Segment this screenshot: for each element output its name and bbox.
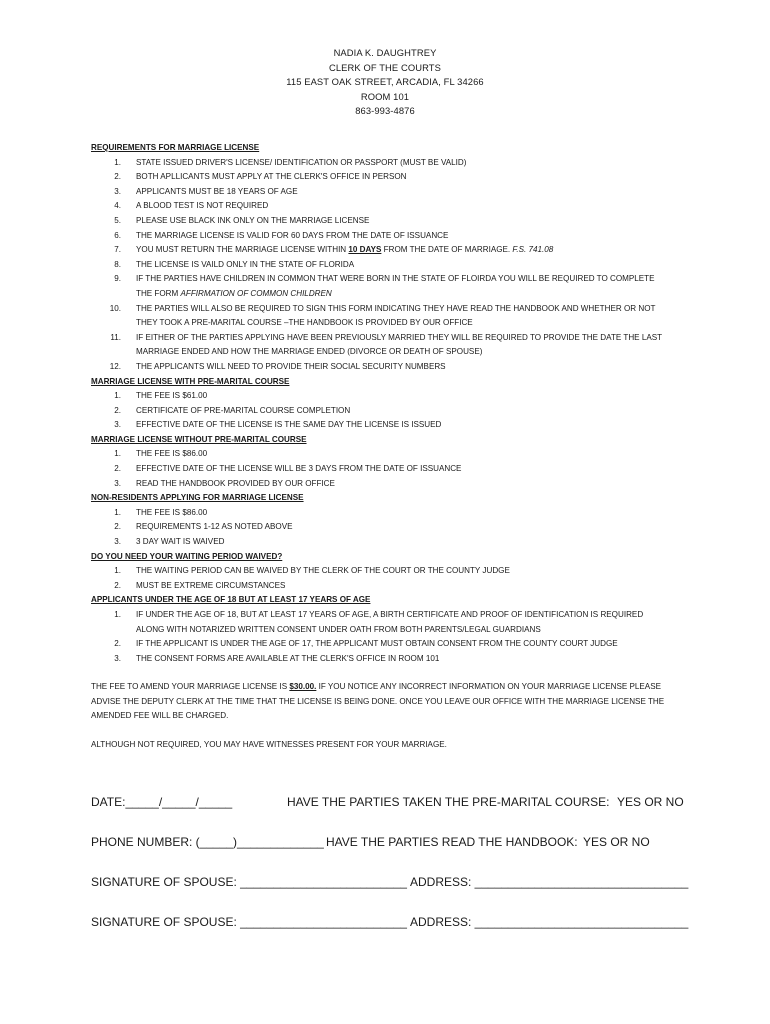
list-item: 2. REQUIREMENTS 1-12 AS NOTED ABOVE — [114, 522, 293, 532]
address-field-1[interactable]: ADDRESS: ________________________________ — [410, 875, 689, 889]
list-item: 1. STATE ISSUED DRIVER'S LICENSE/ IDENTIFICATION OR PASSPORT (MUST BE VALID) — [114, 157, 467, 167]
list-item: 8. THE LICENSE IS VAILD ONLY IN THE STATE OF FLORIDA — [114, 259, 355, 269]
witnesses-paragraph: ALTHOUGH NOT REQUIRED, YOU MAY HAVE WITNESSES PRESENT FOR YOUR MARRIAGE. — [91, 740, 447, 749]
spouse-signature-field-1[interactable]: SIGNATURE OF SPOUSE: _________________________ — [91, 875, 407, 889]
clerk-address: 115 EAST OAK STREET, ARCADIA, FL 34266 — [286, 76, 484, 88]
list-item: 3. THE CONSENT FORMS ARE AVAILABLE AT THE CLERK'S OFFICE IN ROOM 101 — [114, 653, 440, 663]
list-item: 4. A BLOOD TEST IS NOT REQUIRED — [114, 201, 269, 211]
spouse-signature-field-2[interactable]: SIGNATURE OF SPOUSE: _________________________ — [91, 915, 407, 929]
date-field[interactable]: DATE:_____/_____/_____ — [91, 795, 233, 809]
address-field-2[interactable]: ADDRESS: ________________________________ — [410, 915, 689, 929]
amend-fee-amount: $30.00. — [289, 682, 317, 691]
list-item: 3. EFFECTIVE DATE OF THE LICENSE IS THE SAME DAY THE LICENSE IS ISSUED — [114, 420, 442, 430]
list-item: 2. MUST BE EXTREME CIRCUMSTANCES — [114, 580, 286, 590]
list-item: 3. APPLICANTS MUST BE 18 YEARS OF AGE — [114, 186, 298, 196]
requirements-body — [91, 141, 691, 666]
list-item: 7. YOU MUST RETURN THE MARRIAGE LICENSE WITHIN 10 DAYS FROM THE DATE OF MARRIAGE. F.S. 741.08 — [114, 245, 554, 255]
requirements-heading: REQUIREMENTS FOR MARRIAGE LICENSE — [91, 143, 260, 152]
list-item: 2. EFFECTIVE DATE OF THE LICENSE WILL BE 3 DAYS FROM THE DATE OF ISSUANCE — [114, 464, 462, 474]
list-item: 3. READ THE HANDBOOK PROVIDED BY OUR OFFICE — [114, 478, 335, 488]
list-item: 1. THE WAITING PERIOD CAN BE WAIVED BY THE CLERK OF THE COURT OR THE COUNTY JUDGE — [114, 566, 510, 576]
ten-days-emphasis: 10 DAYS — [348, 245, 382, 255]
list-item: 6. THE MARRIAGE LICENSE IS VALID FOR 60 DAYS FROM THE DATE OF ISSUANCE — [114, 230, 449, 240]
statute-reference: F.S. 741.08 — [512, 245, 554, 255]
under-18-heading: APPLICANTS UNDER THE AGE OF 18 BUT AT LEAST 17 YEARS OF AGE — [91, 595, 371, 605]
clerk-phone: 863-993-4876 — [355, 105, 415, 117]
handbook-answer-field[interactable]: YES OR NO — [583, 835, 650, 849]
non-residents-heading: NON-RESIDENTS APPLYING FOR MARRIAGE LICENSE — [91, 493, 304, 503]
list-item: 1. THE FEE IS $86.00 — [114, 507, 208, 517]
list-item: 1. THE FEE IS $61.00 — [114, 391, 208, 401]
with-course-heading: MARRIAGE LICENSE WITH PRE-MARITAL COURSE — [91, 376, 290, 386]
list-item: 11. IF EITHER OF THE PARTIES APPLYING HAVE BEEN PREVIOUSLY MARRIED THEY WILL BE REQUIRED TO PROVIDE THE DATE THE LAST MARRIAGE ENDED AND HOW THE MARRIAGE ENDED (DIVORCE OR DEATH OF SPOUSE) — [110, 332, 663, 357]
clerk-name: NADIA K. DAUGHTREY — [333, 47, 437, 58]
form-name: AFFIRMATION OF COMMON CHILDREN — [180, 288, 332, 298]
list-item: 2. CERTIFICATE OF PRE-MARITAL COURSE COMPLETION — [114, 405, 351, 415]
list-item: 2. IF THE APPLICANT IS UNDER THE AGE OF 17, THE APPLICANT MUST OBTAIN CONSENT FROM THE COUNTY COURT JUDGE — [114, 639, 618, 649]
list-item: 10. THE PARTIES WILL ALSO BE REQUIRED TO SIGN THIS FORM INDICATING THEY HAVE READ THE HANDBOOK AND WHETHER OR NOT THEY TOOK A PRE-MARITAL COURSE –THE HANDBOOK IS PROVIDED BY OUR OFFICE — [109, 303, 656, 328]
amend-fee-paragraph: THE FEE TO AMEND YOUR MARRIAGE LICENSE IS $30.00. IF YOU NOTICE ANY INCORRECT INFORMATION ON YOUR MARRIAGE LICENSE PLEASE ADVISE THE DEPUTY CLERK AT THE TIME THAT THE LICENSE IS BEING DONE. ONCE YOU LEAVE OUR OFFICE WITH THE MARRIAGE LICENSE THE AMENDED FEE WILL BE CHARGED. — [91, 682, 665, 721]
phone-number-field[interactable]: PHONE NUMBER: (_____)_____________ — [91, 835, 324, 849]
list-item: 5. PLEASE USE BLACK INK ONLY ON THE MARRIAGE LICENSE — [114, 215, 370, 225]
list-item: 2. BOTH APLLICANTS MUST APPLY AT THE CLERK'S OFFICE IN PERSON — [114, 172, 407, 182]
handbook-question: HAVE THE PARTIES READ THE HANDBOOK: — [326, 835, 578, 849]
list-item: 3. 3 DAY WAIT IS WAIVED — [114, 537, 225, 547]
clerk-header — [0, 46, 770, 119]
list-item: 1. IF UNDER THE AGE OF 18, BUT AT LEAST 17 YEARS OF AGE, A BIRTH CERTIFICATE AND PROOF OF IDENTIFICATION IS REQUIRED ALONG WITH NOTARIZED WRITTEN CONSENT UNDER OATH FROM BOTH PARENTS/LEGAL GUARDIANS — [114, 610, 644, 634]
without-course-heading: MARRIAGE LICENSE WITHOUT PRE-MARITAL COURSE — [91, 434, 307, 444]
list-item: 12. THE APPLICANTS WILL NEED TO PROVIDE THEIR SOCIAL SECURITY NUMBERS — [109, 361, 446, 371]
course-answer-field[interactable]: YES OR NO — [617, 795, 684, 809]
list-item: 9. IF THE PARTIES HAVE CHILDREN IN COMMON THAT WERE BORN IN THE STATE OF FLOIRDA YOU WILL BE REQUIRED TO COMPLETE THE FORM AFFIRMATION OF COMMON CHILDREN — [114, 274, 655, 298]
course-question: HAVE THE PARTIES TAKEN THE PRE-MARITAL COURSE: — [287, 795, 610, 809]
clerk-room: ROOM 101 — [360, 90, 410, 102]
clerk-title: CLERK OF THE COURTS — [329, 61, 441, 73]
list-item: 1. THE FEE IS $86.00 — [114, 449, 208, 459]
waiting-period-heading: DO YOU NEED YOUR WAITING PERIOD WAIVED? — [91, 551, 283, 561]
